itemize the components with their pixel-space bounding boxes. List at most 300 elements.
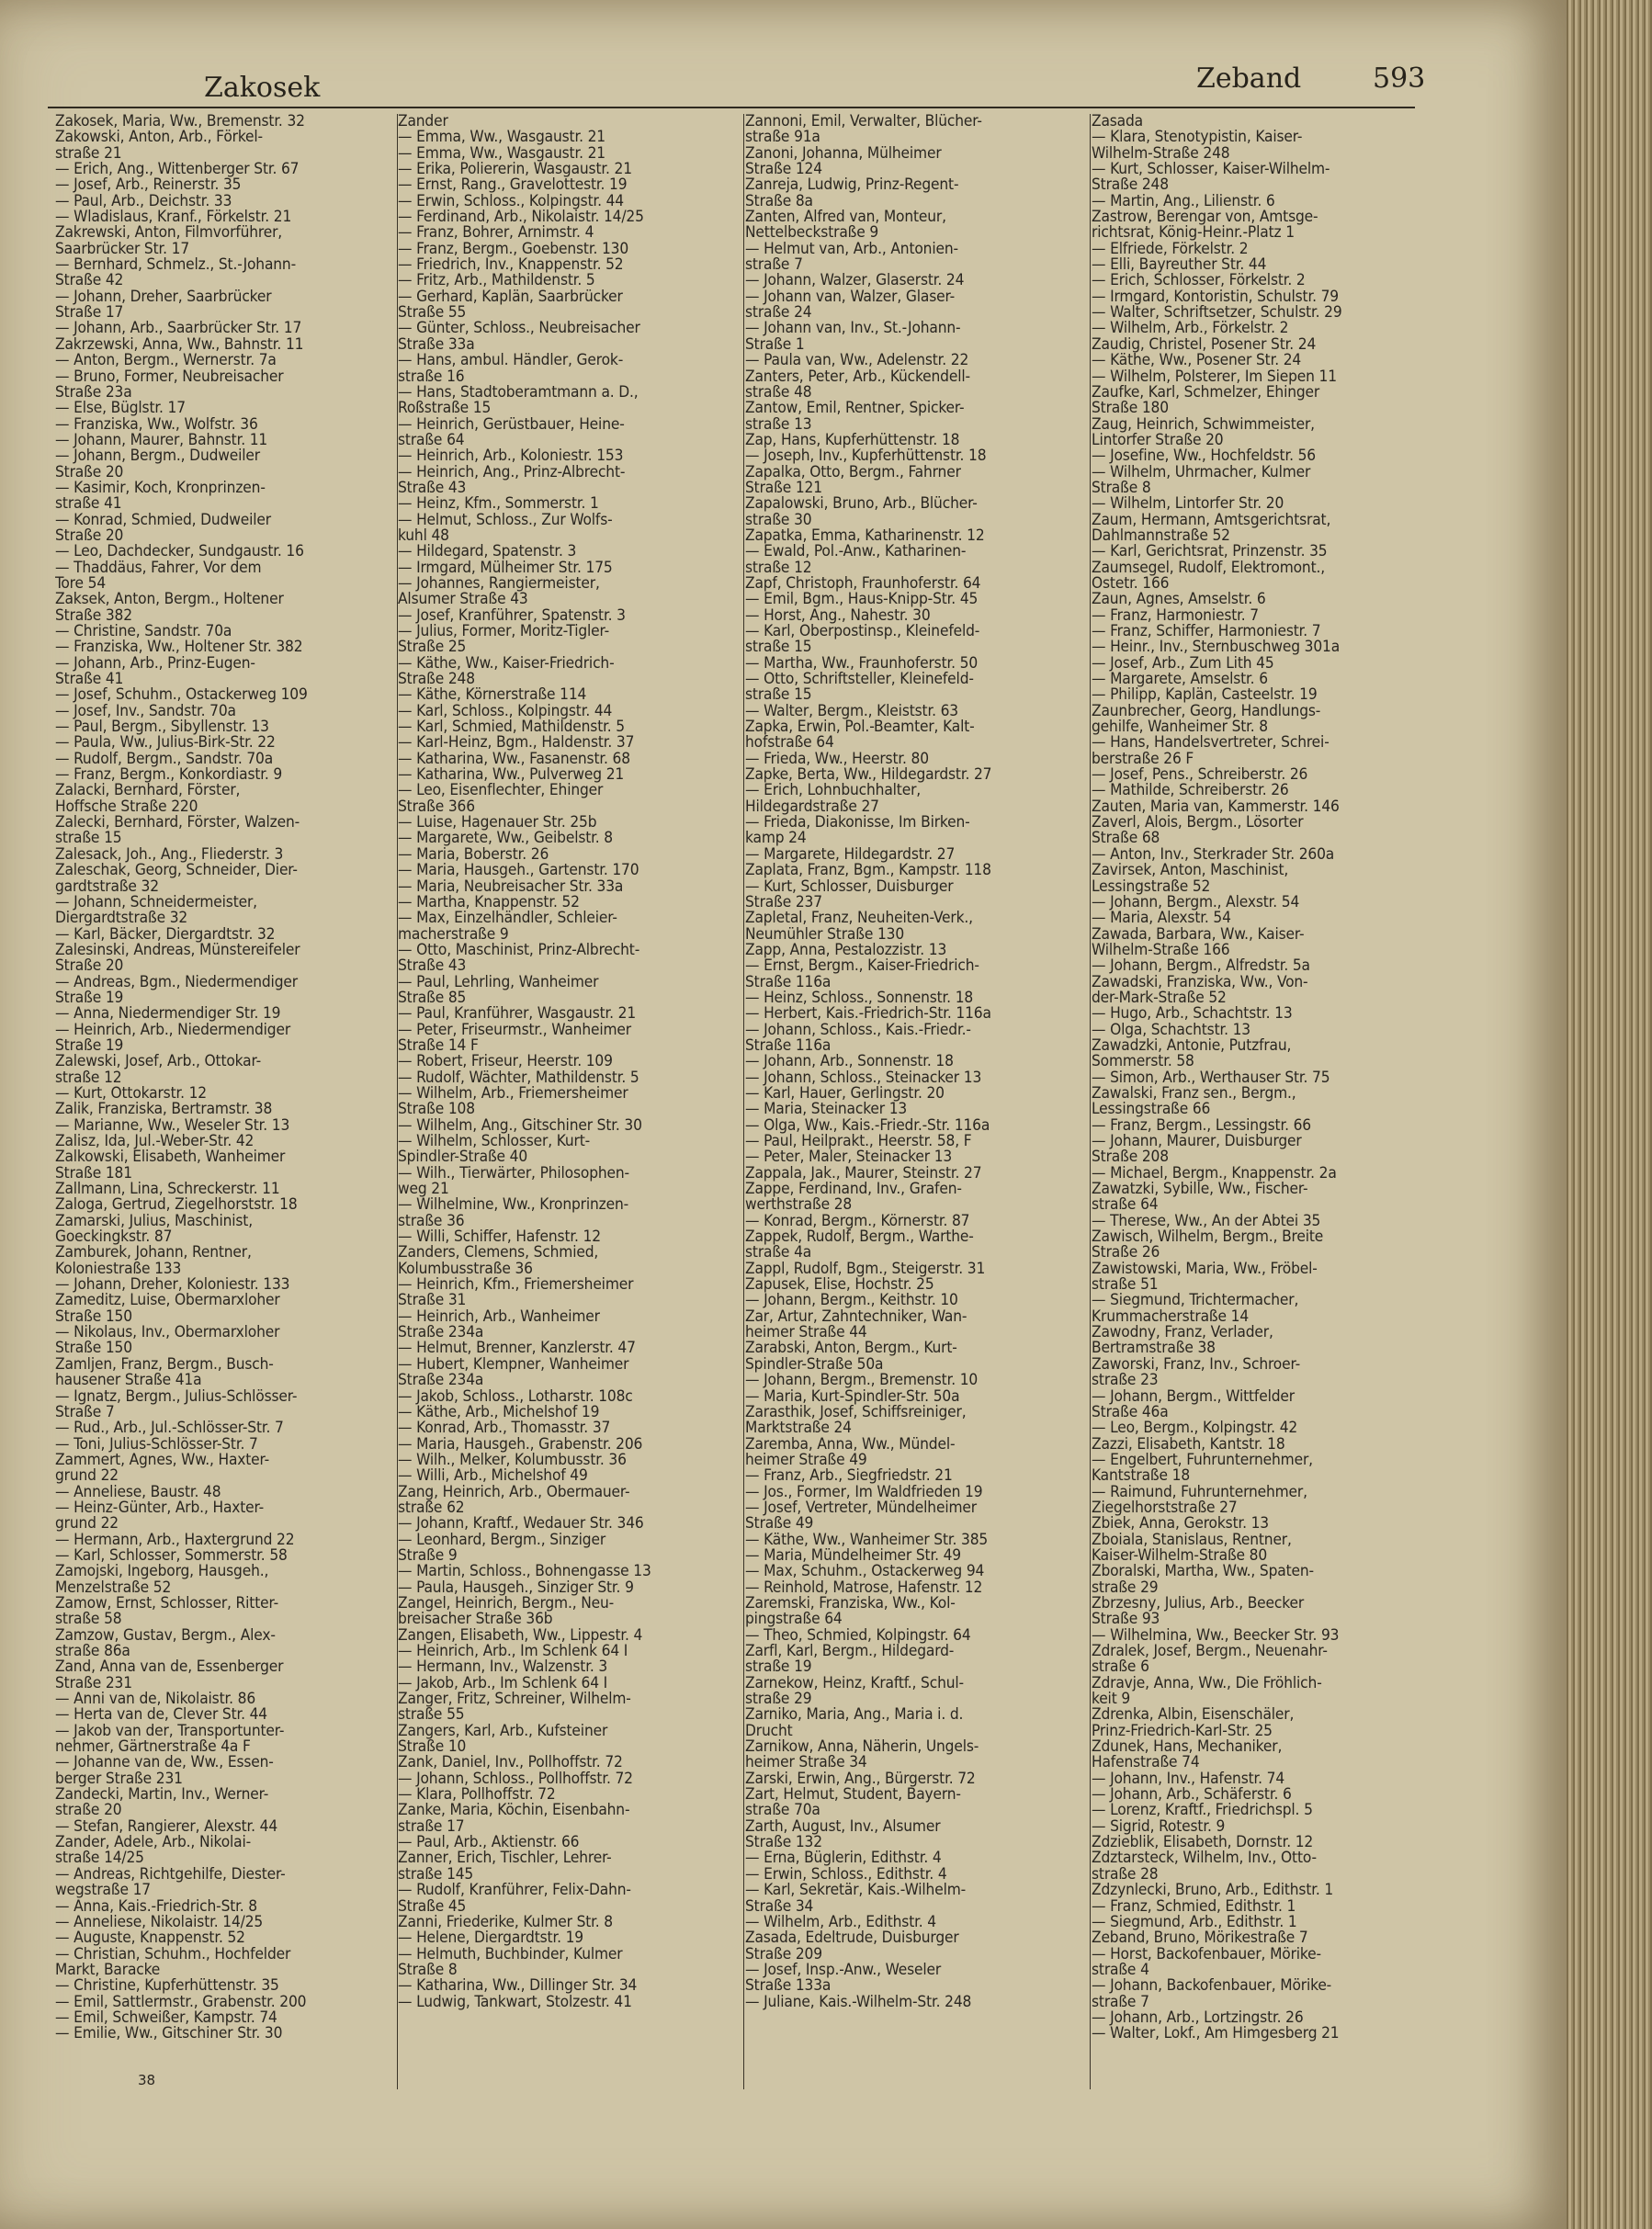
directory-line: Bertramstraße 38 [1092, 1341, 1216, 1357]
directory-line: werthstraße 28 [745, 1197, 853, 1214]
directory-line: — Otto, Schriftsteller, Kleinefeld- [745, 672, 974, 688]
directory-line: — Johann, Arb., Schäferstr. 6 [1092, 1787, 1292, 1804]
directory-line: Straße 209 [745, 1946, 822, 1963]
directory-line: — Katharina, Ww., Fasanenstr. 68 [398, 751, 630, 768]
directory-line: — Wilhelmine, Ww., Kronprinzen- [398, 1197, 629, 1214]
directory-line: — Heinrich, Gerüstbauer, Heine- [398, 416, 625, 433]
directory-line: wegstraße 17 [55, 1883, 151, 1899]
directory-line: — Josef, Insp.-Anw., Weseler [745, 1962, 942, 1979]
directory-line: Zappala, Jak., Maurer, Steinstr. 27 [745, 1165, 982, 1182]
directory-line: straße 6 [1092, 1659, 1149, 1676]
directory-line: der-Mark-Straße 52 [1092, 990, 1227, 1007]
directory-line: straße 19 [745, 1659, 812, 1676]
directory-line: — Margarete, Ww., Geibelstr. 8 [398, 831, 613, 847]
directory-line: Zaloga, Gertrud, Ziegelhorststr. 18 [55, 1197, 298, 1214]
directory-line: — Heinz-Günter, Arb., Haxter- [55, 1499, 265, 1517]
directory-line: Zang, Heinrich, Arb., Obermauer- [398, 1484, 630, 1500]
directory-line: — Kurt, Schlosser, Duisburger [745, 878, 954, 895]
directory-line: Zawadski, Franziska, Ww., Von- [1092, 974, 1308, 990]
directory-line: Straße 34 [745, 1898, 814, 1915]
directory-line: Zamow, Ernst, Schlosser, Ritter- [55, 1595, 278, 1612]
directory-line: Zaremski, Franziska, Ww., Kol- [745, 1595, 956, 1612]
directory-line: — Erich, Ang., Wittenberger Str. 67 [55, 162, 300, 178]
directory-line: — Leonhard, Bergm., Sinziger [398, 1532, 606, 1548]
directory-line: Straße 85 [398, 990, 467, 1007]
directory-line: — Theo, Schmied, Kolpingstr. 64 [745, 1627, 971, 1644]
directory-line: straße 12 [55, 1069, 122, 1086]
directory-line: — Helmut van, Arb., Antonien- [745, 241, 958, 258]
directory-line: — Johann, Dreher, Koloniestr. 133 [55, 1277, 290, 1294]
directory-line: — Heinr., Inv., Sternbuschweg 301a [1092, 639, 1341, 656]
directory-line: — Franz, Bohrer, Arnimstr. 4 [398, 225, 594, 242]
directory-line: — Marianne, Ww., Weseler Str. 13 [55, 1117, 290, 1134]
directory-line: — Wilhelmina, Ww., Beecker Str. 93 [1092, 1627, 1340, 1644]
directory-line: Straße 19 [55, 1037, 124, 1055]
directory-line: — Emil, Sattlermstr., Grabenstr. 200 [55, 1994, 307, 2010]
directory-line: — Rudolf, Kranführer, Felix-Dahn- [398, 1883, 631, 1899]
directory-line: — Jakob, Arb., Im Schlenk 64 I [398, 1675, 608, 1692]
directory-line: Straße 366 [398, 798, 475, 816]
directory-line: — Willi, Schiffer, Hafenstr. 12 [398, 1229, 601, 1246]
directory-line: straße 36 [398, 1213, 465, 1230]
directory-line: Straße 43 [398, 480, 467, 497]
directory-columns [55, 114, 1433, 2135]
directory-line: straße 15 [745, 687, 812, 704]
directory-line: — Anton, Inv., Sterkrader Str. 260a [1092, 846, 1335, 864]
directory-line: — Helmuth, Buchbinder, Kulmer [398, 1946, 623, 1963]
directory-line: — Peter, Maler, Steinacker 13 [745, 1149, 953, 1166]
directory-line: Saarbrücker Str. 17 [55, 241, 190, 258]
directory-line: — Bernhard, Schmelz., St.-Johann- [55, 257, 297, 274]
directory-line: — Günter, Schloss., Neubreisacher [398, 321, 640, 337]
directory-line: — Johanne van de, Ww., Essen- [55, 1755, 274, 1771]
directory-line: — Karl, Schlosser, Sommerstr. 58 [55, 1547, 288, 1565]
directory-line: — Bruno, Former, Neubreisacher [55, 368, 284, 385]
directory-line: hausener Straße 41a [55, 1373, 202, 1389]
directory-line: — Erwin, Schloss., Edithstr. 4 [745, 1866, 947, 1884]
directory-line: straße 16 [398, 368, 465, 385]
directory-line: pingstraße 64 [745, 1612, 843, 1628]
directory-line: Zakrzewski, Anna, Ww., Bahnstr. 11 [55, 336, 304, 354]
directory-line: Zarth, August, Inv., Alsumer [745, 1818, 941, 1836]
directory-line: Zaksek, Anton, Bergm., Holtener [55, 592, 284, 608]
directory-line: — Maria, Hausgeh., Gartenstr. 170 [398, 863, 639, 879]
directory-line: Drucht [745, 1723, 793, 1740]
directory-line: Zamljen, Franz, Bergm., Busch- [55, 1356, 274, 1374]
directory-line: — Hans, Stadtoberamtmann a. D., [398, 384, 639, 402]
directory-line: Zanni, Friederike, Kulmer Str. 8 [398, 1914, 613, 1931]
directory-line: Zarniko, Maria, Ang., Maria i. d. [745, 1707, 964, 1724]
directory-line: Zanten, Alfred van, Monteur, [745, 209, 946, 226]
directory-line: — Peter, Friseurmstr., Wanheimer [398, 1022, 631, 1038]
directory-line: — Maria, Neubreisacher Str. 33a [398, 878, 624, 895]
column-1 [55, 114, 395, 2135]
directory-line: — Walter, Bergm., Kleiststr. 63 [745, 703, 958, 720]
directory-line: straße 91a [745, 130, 820, 146]
directory-line: straße 17 [398, 1818, 465, 1836]
directory-line: — Hugo, Arb., Schachtstr. 13 [1092, 1006, 1293, 1023]
directory-line: — Karl, Schloss., Kolpingstr. 44 [398, 703, 613, 720]
directory-line: — Käthe, Ww., Kaiser-Friedrich- [398, 655, 615, 673]
directory-line: Zanner, Erich, Tischler, Lehrer- [398, 1850, 612, 1867]
directory-line: Zawalski, Franz sen., Bergm., [1092, 1085, 1296, 1103]
directory-line: — Erna, Büglerin, Edithstr. 4 [745, 1850, 942, 1867]
directory-line: Straße 8 [398, 1962, 458, 1979]
directory-line: — Simon, Arb., Werthauser Str. 75 [1092, 1069, 1330, 1086]
directory-line: — Hubert, Klempner, Wanheimer [398, 1356, 629, 1374]
directory-line: — Erich, Lohnbuchhalter, [745, 783, 922, 799]
directory-line: Hafenstraße 74 [1092, 1755, 1200, 1771]
directory-line: straße 13 [745, 416, 812, 433]
directory-line: — Rud., Arb., Jul.-Schlösser-Str. 7 [55, 1420, 284, 1437]
directory-line: — Paul, Heilprakt., Heerstr. 58, F [745, 1134, 972, 1150]
directory-line: — Wilhelm, Ang., Gitschiner Str. 30 [398, 1117, 642, 1134]
directory-line: Zarabski, Anton, Bergm., Kurt- [745, 1341, 957, 1357]
directory-line: — Josefine, Ww., Hochfeldstr. 56 [1092, 448, 1316, 465]
directory-line: — Frieda, Ww., Heerstr. 80 [745, 751, 929, 768]
directory-line: — Mathilde, Schreiberstr. 26 [1092, 783, 1289, 799]
directory-line: Zbrzesny, Julius, Arb., Beecker [1092, 1595, 1305, 1612]
directory-line: Nettelbeckstraße 9 [745, 225, 879, 242]
directory-line: Zdrenka, Albin, Eisenschäler, [1092, 1707, 1295, 1724]
directory-line: Zaumsegel, Rudolf, Elektromont., [1092, 560, 1325, 576]
directory-line: straße 23 [1092, 1373, 1159, 1389]
directory-line: — Johann, Inv., Hafenstr. 74 [1092, 1771, 1285, 1788]
directory-line: Zauten, Maria van, Kammerstr. 146 [1092, 798, 1340, 816]
header-last-entry: Zeband [1196, 62, 1302, 95]
directory-line: Straße 49 [745, 1516, 814, 1533]
directory-line: macherstraße 9 [398, 926, 509, 943]
directory-line: Straße 7 [55, 1404, 115, 1421]
directory-line: — Karl, Oberpostinsp., Kleinefeld- [745, 624, 980, 640]
directory-line: — Wilhelm, Arb., Edithstr. 4 [745, 1914, 936, 1931]
directory-line: Zalacki, Bernhard, Förster, [55, 783, 241, 799]
directory-line: — Johann, Maurer, Duisburger [1092, 1134, 1302, 1150]
directory-line: — Sigrid, Rotestr. 9 [1092, 1818, 1226, 1836]
directory-line: — Rudolf, Bergm., Sandstr. 70a [55, 751, 274, 768]
directory-line: Kaiser-Wilhelm-Straße 80 [1092, 1547, 1268, 1565]
directory-line: Zarfl, Karl, Bergm., Hildegard- [745, 1644, 955, 1660]
directory-line: Straße 20 [55, 464, 124, 481]
directory-line: straße 15 [55, 831, 122, 847]
directory-line: — Andreas, Bgm., Niedermendiger [55, 974, 298, 990]
directory-line: straße 55 [398, 1707, 465, 1724]
signature-mark: 38 [138, 2072, 156, 2088]
directory-line: Zaleschak, Georg, Schneider, Dier- [55, 863, 298, 879]
directory-line: — Johann, Kraftf., Wedauer Str. 346 [398, 1516, 644, 1533]
directory-line: — Franz, Bergm., Konkordiastr. 9 [55, 767, 283, 784]
directory-line: Zanreja, Ludwig, Prinz-Regent- [745, 177, 959, 194]
directory-line: Straße 150 [55, 1308, 132, 1326]
directory-line: — Karl, Gerichtsrat, Prinzenstr. 35 [1092, 544, 1328, 560]
directory-line: — Thaddäus, Fahrer, Vor dem [55, 560, 262, 576]
directory-line: Zangen, Elisabeth, Ww., Lippestr. 4 [398, 1627, 643, 1644]
directory-line: — Josef, Kranführer, Spatenstr. 3 [398, 607, 626, 624]
directory-line: — Herta van de, Clever Str. 44 [55, 1707, 267, 1724]
directory-line: Zalkowski, Elisabeth, Wanheimer [55, 1149, 286, 1166]
directory-line: Straße 116a [745, 1037, 832, 1055]
directory-line: Zdralek, Josef, Bergm., Neuenahr- [1092, 1644, 1328, 1660]
directory-line: — Wilhelm, Arb., Förkelstr. 2 [1092, 321, 1289, 337]
directory-line: — Elfriede, Förkelstr. 2 [1092, 241, 1249, 258]
directory-line: Straße 237 [745, 894, 822, 911]
directory-line: — Paul, Kranführer, Wasgaustr. 21 [398, 1006, 637, 1023]
directory-line: Markt, Baracke [55, 1962, 161, 1979]
directory-line: straße 15 [745, 639, 812, 656]
page-number: 593 [1373, 62, 1426, 95]
directory-line: Kolumbusstraße 36 [398, 1261, 533, 1278]
directory-line: — Siegmund, Arb., Edithstr. 1 [1092, 1914, 1297, 1931]
directory-line: richtsrat, König-Heinr.-Platz 1 [1092, 225, 1295, 242]
directory-line: — Käthe, Körnerstraße 114 [398, 687, 587, 704]
directory-line: — Luise, Hagenauer Str. 25b [398, 815, 597, 832]
directory-line: Diergardtstraße 32 [55, 911, 188, 927]
directory-line: hofstraße 64 [745, 735, 834, 752]
directory-line: Zanters, Peter, Arb., Kückendell- [745, 368, 970, 385]
directory-line: Wilhelm-Straße 166 [1092, 942, 1230, 959]
directory-line: Koloniestraße 133 [55, 1261, 182, 1278]
directory-line: Straße 41 [55, 672, 124, 688]
directory-line: Zalecki, Bernhard, Förster, Walzen- [55, 815, 300, 832]
directory-line: — Auguste, Knappenstr. 52 [55, 1930, 245, 1947]
directory-line: — Else, Büglstr. 17 [55, 401, 186, 417]
directory-line: — Friedrich, Inv., Knappenstr. 52 [398, 257, 624, 274]
directory-line: — Josef, Arb., Reinerstr. 35 [55, 177, 242, 194]
directory-line: straße 64 [1092, 1197, 1159, 1214]
directory-line: — Horst, Backofenbauer, Mörike- [1092, 1946, 1321, 1963]
column-3 [745, 114, 1085, 2135]
directory-line: straße 14/25 [55, 1850, 144, 1867]
directory-line: — Heinz, Kfm., Sommerstr. 1 [398, 496, 599, 513]
directory-line: — Stefan, Rangierer, Alexstr. 44 [55, 1818, 278, 1836]
directory-line: — Johann, Arb., Saarbrücker Str. 17 [55, 321, 302, 337]
directory-line: Zapp, Anna, Pestalozzistr. 13 [745, 942, 947, 959]
directory-line: — Leo, Eisenflechter, Ehinger [398, 783, 604, 799]
directory-line: — Hans, ambul. Händler, Gerok- [398, 353, 624, 369]
directory-line: — Konrad, Arb., Thomasstr. 37 [398, 1420, 611, 1437]
directory-line: heimer Straße 34 [745, 1755, 867, 1771]
directory-line: Zawatzki, Sybille, Ww., Fischer- [1092, 1182, 1308, 1198]
directory-line: heimer Straße 44 [745, 1325, 867, 1341]
directory-line: Zamzow, Gustav, Bergm., Alex- [55, 1627, 276, 1644]
directory-line: Straße 132 [745, 1835, 822, 1851]
directory-line: straße 58 [55, 1612, 122, 1628]
directory-line: Straße 20 [55, 527, 124, 545]
directory-line: Zander, Adele, Arb., Nikolai- [55, 1835, 252, 1851]
directory-line: Zarski, Erwin, Ang., Bürgerstr. 72 [745, 1771, 976, 1788]
directory-line: — Karl, Schmied, Mathildenstr. 5 [398, 719, 625, 736]
directory-line: — Wilh., Tierwärter, Philosophen- [398, 1165, 629, 1182]
directory-line: Zappl, Rudolf, Bgm., Steigerstr. 31 [745, 1261, 986, 1278]
directory-line: — Kasimir, Koch, Kronprinzen- [55, 480, 266, 497]
directory-line: — Ignatz, Bergm., Julius-Schlösser- [55, 1388, 298, 1405]
directory-line: — Johann, Bergm., Keithstr. 10 [745, 1293, 958, 1309]
directory-line: — Erwin, Schloss., Kolpingstr. 44 [398, 193, 624, 210]
directory-line: — Franz, Harmoniestr. 7 [1092, 607, 1259, 624]
directory-line: — Johann, Bergm., Bremenstr. 10 [745, 1373, 979, 1389]
directory-line: Zaufke, Karl, Schmelzer, Ehinger [1092, 384, 1320, 402]
directory-line: straße 86a [55, 1644, 130, 1660]
directory-line: Zapalowski, Bruno, Arb., Blücher- [745, 496, 978, 513]
directory-line: Zaunbrecher, Georg, Handlungs- [1092, 703, 1321, 720]
directory-line: — Erich, Schlosser, Förkelstr. 2 [1092, 273, 1306, 289]
directory-line: — Franz, Schmied, Edithstr. 1 [1092, 1898, 1296, 1915]
directory-line: Straße 231 [55, 1675, 132, 1692]
directory-line: straße 4a [745, 1245, 812, 1262]
directory-line: — Hermann, Inv., Walzenstr. 3 [398, 1659, 608, 1676]
directory-line: — Johann, Walzer, Glaserstr. 24 [745, 273, 965, 289]
directory-line: Dahlmannstraße 52 [1092, 527, 1230, 545]
directory-line: Zapke, Berta, Ww., Hildegardstr. 27 [745, 767, 992, 784]
directory-line: — Katharina, Ww., Dillinger Str. 34 [398, 1978, 638, 1995]
directory-line: Zangers, Karl, Arb., Kufsteiner [398, 1723, 608, 1740]
directory-line: — Johann, Arb., Prinz-Eugen- [55, 655, 255, 673]
directory-line: — Hans, Handelsvertreter, Schrei- [1092, 735, 1330, 752]
directory-line: Zapusek, Elise, Hochstr. 25 [745, 1277, 934, 1294]
directory-line: Zappe, Ferdinand, Inv., Grafen- [745, 1182, 962, 1198]
directory-line: Straße 1 [745, 336, 805, 354]
directory-line: — Josef, Vertreter, Mündelheimer [745, 1499, 977, 1517]
directory-line: — Jakob van der, Transportunter- [55, 1723, 285, 1740]
directory-line: — Martin, Schloss., Bohnengasse 13 [398, 1564, 651, 1580]
directory-line: Zalisz, Ida, Jul.-Weber-Str. 42 [55, 1134, 255, 1150]
directory-line: — Anneliese, Nikolaistr. 14/25 [55, 1914, 264, 1931]
directory-line: — Siegmund, Trichtermacher, [1092, 1293, 1299, 1309]
directory-line: — Jos., Former, Im Waldfrieden 19 [745, 1484, 983, 1500]
directory-line: — Christine, Sandstr. 70a [55, 624, 232, 640]
directory-line: Straße 14 F [398, 1037, 479, 1055]
directory-line: Zapka, Erwin, Pol.-Beamter, Kalt- [745, 719, 975, 736]
directory-line: — Johann, Bergm., Alexstr. 54 [1092, 894, 1300, 911]
directory-line: — Franziska, Ww., Wolfstr. 36 [55, 416, 258, 433]
directory-line: Zar, Artur, Zahntechniker, Wan- [745, 1308, 967, 1326]
directory-line: — Anni van de, Nikolaistr. 86 [55, 1692, 256, 1708]
directory-line: — Christine, Kupferhüttenstr. 35 [55, 1978, 279, 1995]
directory-line: — Margarete, Hildegardstr. 27 [745, 846, 956, 864]
directory-line: nehmer, Gärtnerstraße 4a F [55, 1739, 251, 1756]
directory-line: Zarnekow, Heinz, Kraftf., Schul- [745, 1675, 964, 1692]
directory-line: Zalesack, Joh., Ang., Fliederstr. 3 [55, 846, 284, 864]
directory-line: — Ferdinand, Arb., Nikolaistr. 14/25 [398, 209, 644, 226]
directory-line: — Ewald, Pol.-Anw., Katharinen- [745, 544, 967, 560]
directory-line: — Ludwig, Tankwart, Stolzestr. 41 [398, 1994, 632, 2010]
directory-line: — Walter, Schriftsetzer, Schulstr. 29 [1092, 305, 1342, 322]
directory-line: — Emma, Ww., Wasgaustr. 21 [398, 130, 605, 146]
directory-line: straße 28 [1092, 1866, 1159, 1884]
directory-line: straße 12 [745, 560, 812, 576]
directory-line: — Käthe, Arb., Michelshof 19 [398, 1404, 600, 1421]
directory-line: — Hermann, Arb., Haxtergrund 22 [55, 1532, 295, 1548]
directory-line: Zanger, Fritz, Schreiner, Wilhelm- [398, 1692, 631, 1708]
directory-line: — Johann, Schneidermeister, [55, 894, 257, 911]
directory-line: Zanoni, Johanna, Mülheimer [745, 145, 942, 163]
directory-line: Hoffsche Straße 220 [55, 798, 198, 816]
directory-line: — Heinrich, Arb., Niedermendiger [55, 1022, 291, 1038]
directory-line: — Wilhelm, Schlosser, Kurt- [398, 1134, 591, 1150]
directory-line: Zank, Daniel, Inv., Pollhoffstr. 72 [398, 1755, 623, 1771]
directory-line: gehilfe, Wanheimer Str. 8 [1092, 719, 1268, 736]
directory-line: — Jakob, Schloss., Lotharstr. 108c [398, 1388, 633, 1405]
directory-line: straße 48 [745, 384, 812, 402]
directory-line: — Konrad, Bergm., Körnerstr. 87 [745, 1213, 970, 1230]
directory-line: Zantow, Emil, Rentner, Spicker- [745, 401, 965, 417]
directory-line: — Frieda, Diakonisse, Im Birken- [745, 815, 970, 832]
directory-line: — Martha, Ww., Fraunhoferstr. 50 [745, 655, 979, 673]
directory-line: Zaverl, Alois, Bergm., Lösorter [1092, 815, 1304, 832]
directory-line: — Maria, Mündelheimer Str. 49 [745, 1547, 961, 1565]
directory-line: — Johann, Schloss., Pollhoffstr. 72 [398, 1771, 633, 1788]
directory-line: — Paul, Arb., Aktienstr. 66 [398, 1835, 580, 1851]
directory-line: Prinz-Friedrich-Karl-Str. 25 [1092, 1723, 1273, 1740]
directory-line: — Franz, Bergm., Lessingstr. 66 [1092, 1117, 1311, 1134]
directory-line: — Heinrich, Arb., Wanheimer [398, 1308, 600, 1326]
directory-line: — Käthe, Ww., Posener Str. 24 [1092, 353, 1302, 369]
directory-line: Zamburek, Johann, Rentner, [55, 1245, 252, 1262]
directory-line: Straße 121 [745, 480, 822, 497]
directory-line: — Lorenz, Kraftf., Friedrichspl. 5 [1092, 1803, 1313, 1819]
directory-line: — Andreas, Richtgehilfe, Diester- [55, 1866, 286, 1884]
directory-line: — Maria, Hausgeh., Grabenstr. 206 [398, 1436, 643, 1453]
directory-line: — Johann, Bergm., Alfredstr. 5a [1092, 958, 1310, 975]
directory-line: Zapletal, Franz, Neuheiten-Verk., [745, 911, 973, 927]
column-2 [398, 114, 738, 2135]
directory-line: Straße 20 [55, 958, 124, 975]
directory-line: straße 24 [745, 305, 812, 322]
directory-line: straße 145 [398, 1866, 474, 1884]
directory-line: berger Straße 231 [55, 1771, 183, 1788]
directory-line: kamp 24 [745, 831, 807, 847]
directory-line: — Leo, Bergm., Kolpingstr. 42 [1092, 1420, 1298, 1437]
directory-line: Zaremba, Anna, Ww., Mündel- [745, 1436, 956, 1453]
directory-line: straße 29 [1092, 1579, 1159, 1596]
directory-line: Zand, Anna van de, Essenberger [55, 1659, 284, 1676]
directory-line: — Käthe, Ww., Wanheimer Str. 385 [745, 1532, 989, 1548]
directory-line: — Wilh., Melker, Kolumbusstr. 36 [398, 1452, 627, 1469]
directory-line: — Ernst, Bergm., Kaiser-Friedrich- [745, 958, 979, 975]
directory-line: straße 7 [745, 257, 803, 274]
directory-line: Zawadzki, Antonie, Putzfrau, [1092, 1037, 1292, 1055]
directory-line: — Erika, Poliererin, Wasgaustr. 21 [398, 162, 632, 178]
directory-line: Zakowski, Anton, Arb., Förkel- [55, 130, 263, 146]
directory-line: Straße 234a [398, 1325, 484, 1341]
directory-line: Zazzi, Elisabeth, Kantstr. 18 [1092, 1436, 1285, 1453]
directory-line: keit 9 [1092, 1692, 1131, 1708]
directory-line: — Katharina, Ww., Pulverweg 21 [398, 767, 625, 784]
directory-line: Straße 208 [1092, 1149, 1169, 1166]
directory-line: Zammert, Agnes, Ww., Haxter- [55, 1452, 270, 1469]
directory-line: Straße 10 [398, 1739, 467, 1756]
directory-line: — Johann van, Walzer, Glaser- [745, 289, 956, 306]
directory-line: Zaworski, Franz, Inv., Schroer- [1092, 1356, 1301, 1374]
directory-line: Lessingstraße 66 [1092, 1102, 1211, 1118]
directory-line: — Emil, Schweißer, Kampstr. 74 [55, 2009, 277, 2027]
directory-line: — Wilhelm, Polsterer, Im Siepen 11 [1092, 368, 1337, 385]
directory-line: Straße 180 [1092, 401, 1169, 417]
directory-line: Goeckingkstr. 87 [55, 1229, 173, 1246]
directory-line: Zasada, Edeltrude, Duisburger [745, 1930, 959, 1947]
directory-line: — Engelbert, Fuhrunternehmer, [1092, 1452, 1313, 1469]
directory-line: Zawodny, Franz, Verlader, [1092, 1325, 1273, 1341]
directory-line: Zaplata, Franz, Bgm., Kampstr. 118 [745, 863, 991, 879]
directory-line: breisacher Straße 36b [398, 1612, 553, 1628]
directory-line: — Karl, Bäcker, Diergardtstr. 32 [55, 926, 276, 943]
directory-line: Straße 23a [55, 384, 132, 402]
directory-line: Straße 382 [55, 607, 132, 624]
directory-line: Lessingstraße 52 [1092, 878, 1211, 895]
directory-line: — Otto, Maschinist, Prinz-Albrecht- [398, 942, 640, 959]
directory-line: — Wilhelm, Uhrmacher, Kulmer [1092, 464, 1311, 481]
directory-line: — Wilhelm, Lintorfer Str. 20 [1092, 496, 1284, 513]
